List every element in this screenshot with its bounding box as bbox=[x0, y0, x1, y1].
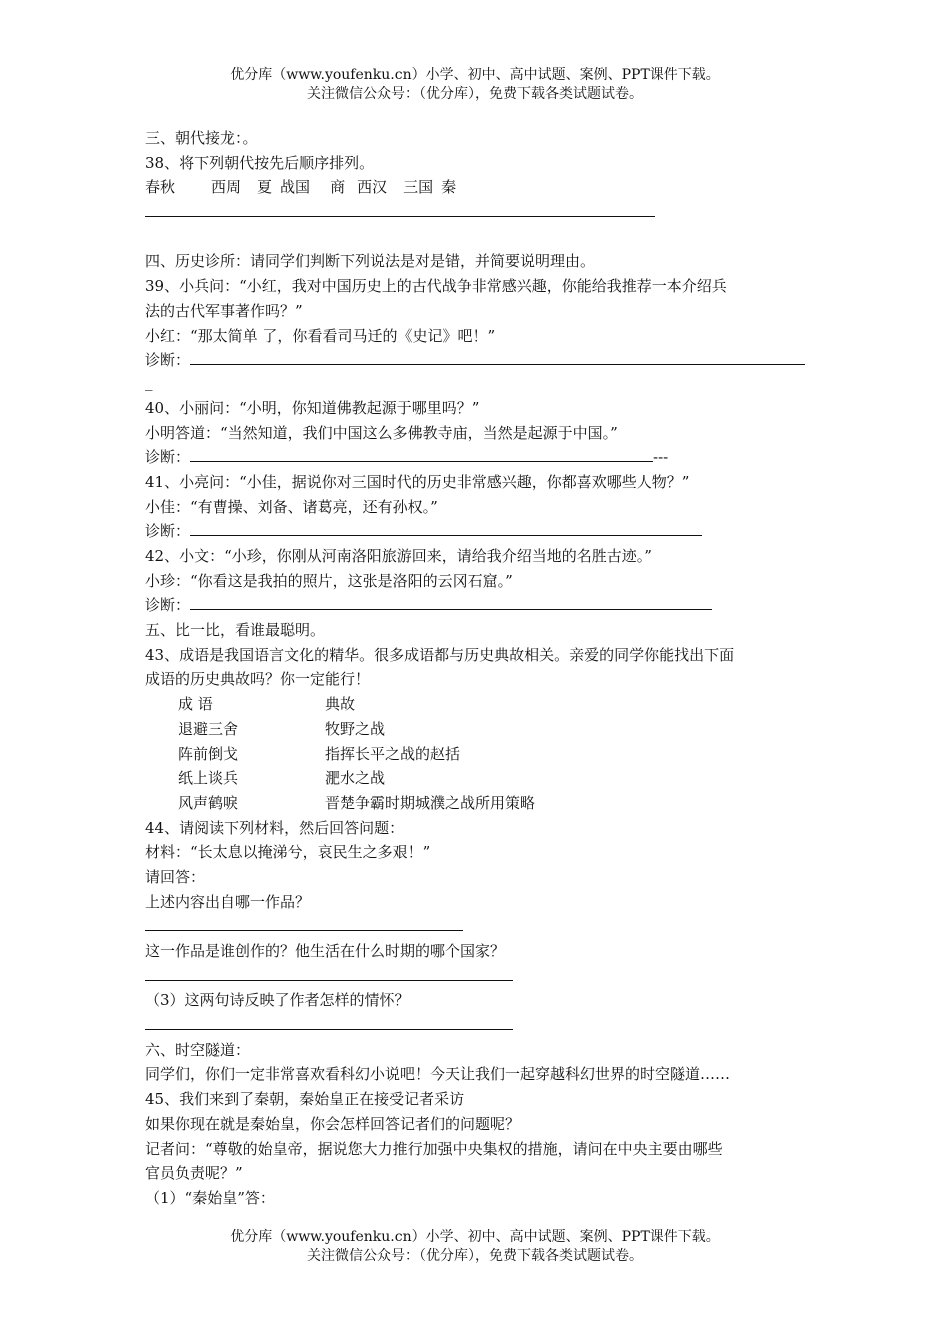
dynasty-item: 商 bbox=[330, 178, 346, 197]
answer-prompt: 请回答： bbox=[145, 867, 206, 886]
diagnosis-blank[interactable] bbox=[190, 595, 712, 610]
header-line-1: 优分库（www.youfenku.cn）小学、初中、高中试题、案例、PPT课件下载。 bbox=[230, 67, 720, 83]
diagnosis-42 bbox=[145, 593, 810, 618]
material-quote: 材料：“长太息以掩涕兮，哀民生之多艰！” bbox=[145, 843, 431, 862]
section-4-title: 四、历史诊所：请同学们判断下列说法是对是错，并简要说明理由。 bbox=[145, 252, 596, 271]
blank-tail: --- bbox=[653, 448, 669, 467]
idiom-table-row bbox=[145, 766, 810, 791]
allusion-cell: 晋楚争霸时期城濮之战所用策略 bbox=[325, 793, 536, 812]
allusion-cell: 淝水之战 bbox=[325, 769, 386, 788]
idiom-column-header: 成 语 bbox=[178, 695, 213, 714]
question-43-line-1: 43、成语是我国语言文化的精华。很多成语都与历史典故相关。亲爱的同学你能找出下面 bbox=[145, 645, 735, 664]
diagnosis-40 bbox=[145, 445, 810, 470]
dynasty-item: 西周 bbox=[211, 178, 242, 197]
answer-blank-38[interactable] bbox=[145, 200, 810, 225]
section-5-title: 五、比一比，看谁最聪明。 bbox=[145, 621, 326, 640]
answer-blank-sub-2[interactable] bbox=[145, 964, 810, 989]
question-40-line-1: 40、小丽问：“小明，你知道佛教起源于哪里吗？” bbox=[145, 398, 480, 417]
allusion-cell: 指挥长平之战的赵括 bbox=[325, 744, 461, 763]
allusion-column-header: 典故 bbox=[325, 695, 356, 714]
question-45-line-4: 官员负责呢？” bbox=[145, 1164, 243, 1183]
question-42-line-1: 42、小文：“小珍，你刚从河南洛阳旅游回来，请给我介绍当地的名胜古迹。” bbox=[145, 547, 652, 565]
section-6-title: 六、时空隧道： bbox=[145, 1040, 251, 1059]
dynasty-item: 春秋 bbox=[145, 178, 176, 197]
question-45-line-3: 记者问：“尊敬的始皇帝，据说您大力推行加强中央集权的措施，请问在中央主要由哪些 bbox=[145, 1139, 723, 1158]
answer-blank-sub-3[interactable] bbox=[145, 1013, 810, 1038]
idiom-cell: 退避三舍 bbox=[178, 719, 239, 738]
question-41-line-2: 小佳：“有曹操、刘备、诸葛亮，还有孙权。” bbox=[145, 497, 438, 516]
footer-line-2: 关注微信公众号：（优分库），免费下载各类试题试卷。 bbox=[307, 1248, 643, 1264]
dynasty-item: 战国 bbox=[280, 178, 311, 197]
diagnosis-label: 诊断： bbox=[145, 596, 191, 615]
question-45-line-2: 如果你现在就是秦始皇，你会怎样回答记者们的问题呢？ bbox=[145, 1114, 521, 1133]
diagnosis-label: 诊断： bbox=[145, 522, 191, 541]
idiom-cell: 风声鹤唳 bbox=[178, 793, 239, 812]
section-3-title: 三、朝代接龙：。 bbox=[145, 129, 258, 147]
question-40-line-2: 小明答道：“当然知道，我们中国这么多佛教寺庙，当然是起源于中国。” bbox=[145, 423, 618, 442]
question-45: 45、我们来到了秦朝，秦始皇正在接受记者采访 bbox=[145, 1090, 465, 1109]
sub-question-2: 这一作品是谁创作的？他生活在什么时期的哪个国家？ bbox=[145, 942, 506, 960]
question-39-line-3: 小红：“那太简单 了，你看看司马迁的《史记》吧！” bbox=[145, 326, 496, 345]
dynasty-list bbox=[145, 175, 810, 200]
trailing-underscore: _ bbox=[145, 372, 153, 391]
idiom-table-header bbox=[145, 692, 810, 717]
page-footer bbox=[0, 1228, 950, 1266]
idiom-table-row bbox=[145, 717, 810, 742]
idiom-table-row bbox=[145, 791, 810, 816]
question-39-line-1: 39、小兵问：“小红，我对中国历史上的古代战争非常感兴趣，你能给我推荐一本介绍兵 bbox=[145, 277, 727, 296]
diagnosis-blank[interactable] bbox=[190, 521, 702, 536]
diagnosis-41 bbox=[145, 519, 810, 544]
diagnosis-blank[interactable] bbox=[190, 447, 653, 462]
diagnosis-39 bbox=[145, 348, 810, 373]
question-38: 38、将下列朝代按先后顺序排列。 bbox=[145, 153, 375, 172]
question-45-answer-prompt: （1）“秦始皇”答： bbox=[145, 1188, 275, 1207]
question-41-line-1: 41、小亮问：“小佳，据说你对三国时代的历史非常感兴趣，你都喜欢哪些人物？” bbox=[145, 472, 690, 491]
answer-blank-sub-1[interactable] bbox=[145, 914, 810, 939]
dynasty-item: 西汉 bbox=[357, 178, 388, 197]
sub-question-1: 上述内容出自哪一作品？ bbox=[145, 892, 311, 911]
question-44: 44、请阅读下列材料，然后回答问题： bbox=[145, 818, 405, 837]
footer-line-1: 优分库（www.youfenku.cn）小学、初中、高中试题、案例、PPT课件下载。 bbox=[230, 1229, 720, 1245]
question-43-line-2: 成语的历史典故吗？你一定能行！ bbox=[145, 670, 371, 689]
header-line-2: 关注微信公众号：（优分库），免费下载各类试题试卷。 bbox=[307, 86, 643, 102]
idiom-cell: 纸上谈兵 bbox=[178, 769, 239, 788]
diagnosis-blank[interactable] bbox=[190, 350, 805, 365]
dynasty-item: 三国 bbox=[403, 178, 434, 197]
idiom-table-row bbox=[145, 742, 810, 767]
section-6-intro: 同学们，你们一定非常喜欢看科幻小说吧！今天让我们一起穿越科幻世界的时空隧道…… bbox=[145, 1065, 731, 1084]
question-39-line-2: 法的古代军事著作吗？” bbox=[145, 301, 303, 320]
question-42-line-2: 小珍：“你看这是我拍的照片，这张是洛阳的云冈石窟。” bbox=[145, 571, 513, 590]
page-header bbox=[0, 66, 950, 104]
diagnosis-label: 诊断： bbox=[145, 448, 191, 467]
allusion-cell: 牧野之战 bbox=[325, 719, 386, 738]
diagnosis-label: 诊断： bbox=[145, 351, 191, 370]
sub-question-3: （3）这两句诗反映了作者怎样的情怀？ bbox=[145, 991, 410, 1010]
dynasty-item: 秦 bbox=[441, 178, 457, 197]
document-body bbox=[145, 126, 810, 1211]
dynasty-item: 夏 bbox=[257, 178, 273, 197]
idiom-cell: 阵前倒戈 bbox=[178, 744, 239, 763]
